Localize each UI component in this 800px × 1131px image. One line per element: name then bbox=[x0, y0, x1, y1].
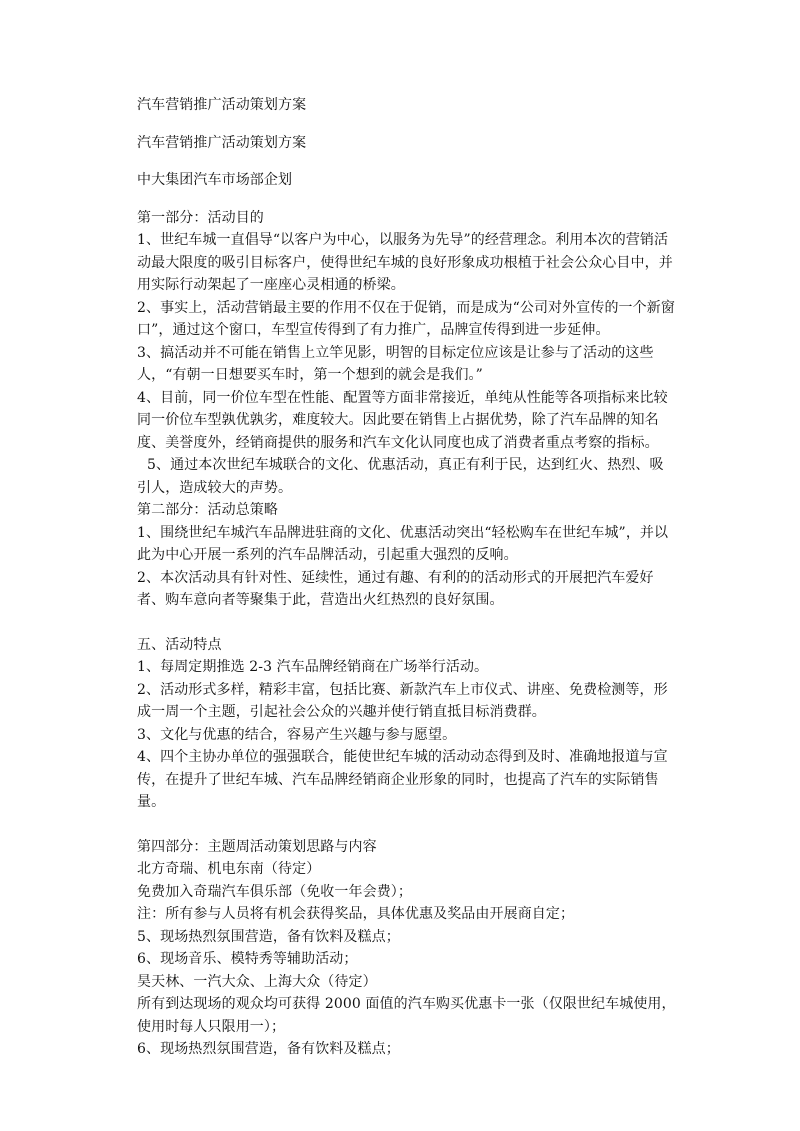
section-title-strategy: 第二部分：活动总策略 bbox=[137, 502, 278, 518]
purpose-item-1: 1、世纪车城一直倡导“以客户为中心，以服务为先导”的经营理念。利用本次的营销活动最大限度的吸引目标客户，使得世纪车城的良好形象成功根植于社会公众心目中，并用实际行动架起了一座座心灵相通的桥梁。 bbox=[137, 232, 673, 293]
theme-line-6: 昊天林、一汽大众、上海大众（待定） bbox=[137, 973, 377, 990]
theme-line-3: 注：所有参与人员将有机会获得奖品，具体优惠及奖品由开展商自定； bbox=[137, 906, 575, 922]
theme-line-7: 所有到达现场的观众均可获得 2000 面值的汽车购买优惠卡一张（仅限世纪车城使用，使用时每人只限用一）； bbox=[137, 996, 676, 1035]
feature-item-3: 3、文化与优惠的结合，容易产生兴趣与参与愿望。 bbox=[137, 726, 457, 743]
strategy-item-2: 2、本次活动具有针对性、延续性，通过有趣、有利的的活动形式的开展把汽车爱好者、购车意向者等聚集于此，营造出火红热烈的良好氛围。 bbox=[137, 569, 654, 608]
theme-line-2: 免费加入奇瑞汽车俱乐部（免收一年会费）； bbox=[137, 883, 412, 900]
document-body bbox=[137, 94, 677, 1061]
theme-line-5: 6、现场音乐、模特秀等辅助活动； bbox=[137, 951, 358, 967]
document-subtitle: 汽车营销推广活动策划方案 bbox=[137, 134, 307, 151]
purpose-item-3: 3、搞活动并不可能在销售上立竿见影，明智的目标定位应该是让参与了活动的这些人，“有朝一日想要买车时，第一个想到的就会是我们。” bbox=[137, 344, 654, 383]
theme-line-4: 5、现场热烈氛围营造，备有饮料及糕点； bbox=[137, 928, 400, 945]
section-title-features: 五、活动特点 bbox=[137, 636, 222, 653]
feature-item-2: 2、活动形式多样，精彩丰富，包括比赛、新款汽车上市仪式、讲座、免费检测等，形成一周一个主题，引起社会公众的兴趣并使行销直抵目标消费群。 bbox=[137, 681, 668, 720]
section-title-purpose: 第一部分：活动目的 bbox=[137, 209, 264, 226]
strategy-item-1: 1、围绕世纪车城汽车品牌进驻商的文化、优惠活动突出“轻松购车在世纪车城”，并以此为中心开展一系列的汽车品牌活动，引起重大强烈的反响。 bbox=[137, 524, 669, 563]
purpose-item-5: 5、通过本次世纪车城联合的文化、优惠活动，真正有利于民，达到红火、热烈、吸引人，造成较大的声势。 bbox=[137, 457, 664, 496]
purpose-item-4: 4、目前，同一价位车型在性能、配置等方面非常接近，单纯从性能等各项指标来比较同一价位车型孰优孰劣，难度较大。因此要在销售上占据优势，除了汽车品牌的知名度、美誉度外，经销商提供的服务和汽车文化认同度也成了消费者重点考察的指标。 bbox=[137, 389, 668, 451]
document-title: 汽车营销推广活动策划方案 bbox=[137, 97, 307, 113]
department-line: 中大集团汽车市场部企划 bbox=[137, 172, 293, 188]
theme-line-1: 北方奇瑞、机电东南（待定） bbox=[137, 861, 321, 877]
section-title-theme-week: 第四部分：主题周活动策划思路与内容 bbox=[137, 838, 377, 855]
purpose-item-2: 2、事实上，活动营销最主要的作用不仅在于促销，而是成为“公司对外宣传的一个新窗口”，通过这个窗口，车型宣传得到了有力推广，品牌宣传得到进一步延伸。 bbox=[137, 299, 675, 338]
theme-line-8: 6、现场热烈氛围营造，备有饮料及糕点； bbox=[137, 1041, 400, 1057]
feature-item-4: 4、四个主协办单位的强强联合，能使世纪车城的活动动态得到及时、准确地报道与宣传，在提升了世纪车城、汽车品牌经销商企业形象的同时，也提高了汽车的实际销售量。 bbox=[137, 749, 668, 810]
feature-item-1: 1、每周定期推选 2-3 汽车品牌经销商在广场举行活动。 bbox=[137, 659, 489, 675]
